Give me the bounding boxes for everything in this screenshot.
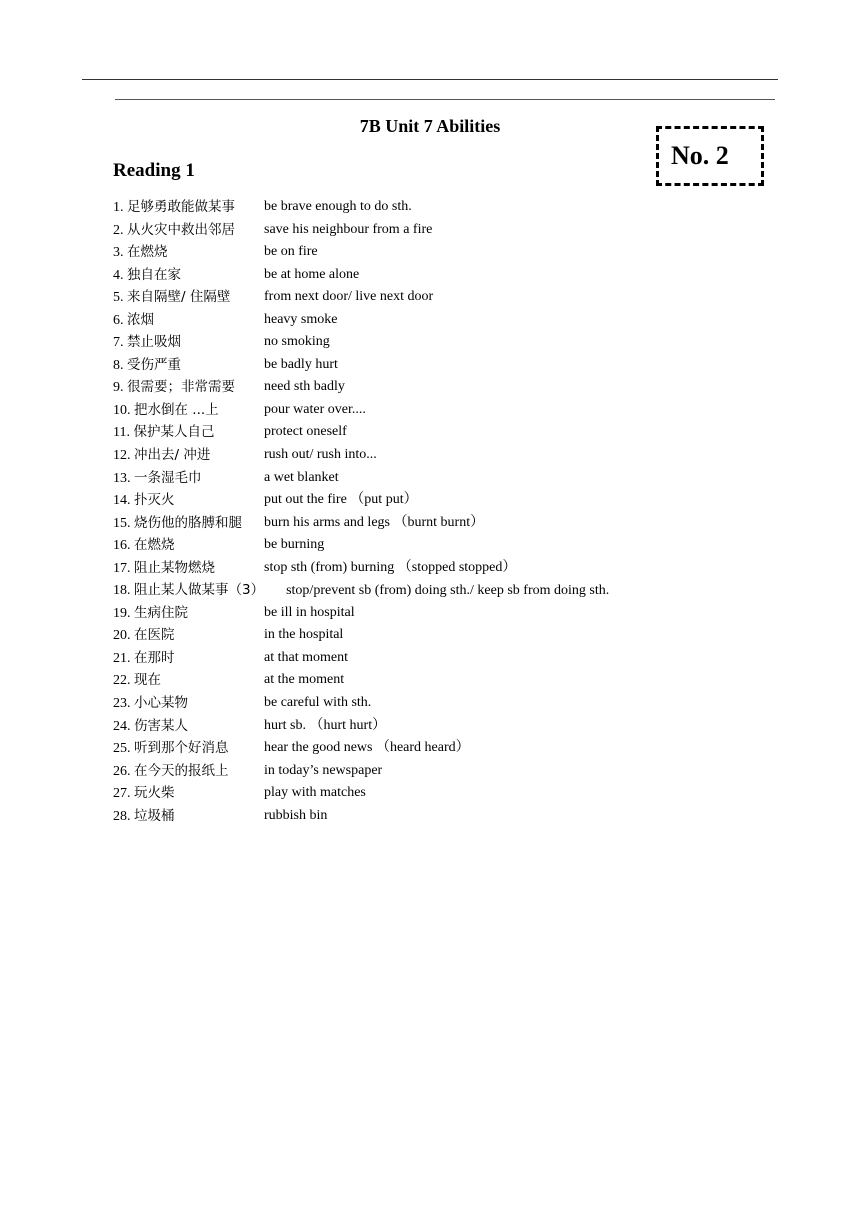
list-item: [113, 376, 793, 399]
item-chinese: 扑灭火: [134, 492, 175, 509]
item-chinese: 一条湿毛巾: [134, 469, 202, 486]
item-chinese: 玩火柴: [134, 785, 175, 802]
item-english: be badly hurt: [264, 356, 338, 372]
list-item: [113, 557, 793, 580]
item-english: be careful with sth.: [264, 695, 372, 711]
item-english: at the moment: [264, 672, 345, 688]
list-item: [113, 331, 793, 354]
list-item: [113, 421, 793, 444]
item-chinese: 在那时: [134, 649, 175, 666]
header-rule: [82, 79, 778, 80]
item-number: 28.: [113, 808, 131, 824]
item-chinese: 冲出去/ 冲进: [134, 447, 211, 464]
item-chinese: 伤害某人: [134, 717, 188, 734]
list-item: [113, 264, 793, 287]
item-chinese: 听到那个好消息: [134, 740, 229, 757]
list-item: [113, 602, 793, 625]
item-number: 14.: [113, 493, 131, 509]
item-chinese: 受伤严重: [127, 356, 181, 373]
item-number: 2.: [113, 222, 124, 238]
item-english: put out the fire （put put）: [264, 492, 418, 508]
item-chinese: 来自隔壁/ 住隔壁: [127, 289, 231, 306]
item-chinese: 从火灾中救出邻居: [127, 221, 235, 238]
item-number: 18.: [113, 583, 131, 599]
list-item: [113, 467, 793, 490]
item-number: 23.: [113, 696, 131, 712]
item-english: no smoking: [264, 334, 330, 350]
item-number: 11.: [113, 425, 130, 441]
item-english: protect oneself: [264, 424, 347, 440]
header-underline: [115, 99, 775, 100]
item-english: heavy smoke: [264, 311, 338, 327]
list-item: [113, 647, 793, 670]
item-number: 24.: [113, 718, 131, 734]
item-number: 5.: [113, 290, 124, 306]
item-number: 25.: [113, 741, 131, 757]
list-item: [113, 512, 793, 535]
list-item: [113, 669, 793, 692]
item-number: 12.: [113, 448, 131, 464]
item-english: in today’s newspaper: [264, 762, 383, 778]
item-chinese: 足够勇敢能做某事: [127, 199, 235, 215]
list-item: [113, 489, 793, 512]
item-english: hurt sb. （hurt hurt）: [264, 717, 387, 733]
item-number: 21.: [113, 650, 131, 666]
item-english: hear the good news （heard heard）: [264, 740, 470, 756]
item-english: save his neighbour from a fire: [264, 221, 433, 237]
item-number: 27.: [113, 786, 131, 802]
list-item: [113, 579, 793, 602]
list-item: [113, 219, 793, 242]
section-heading: Reading 1: [113, 160, 195, 181]
item-english: rush out/ rush into...: [264, 447, 377, 463]
item-chinese: 生病住院: [134, 604, 188, 621]
item-chinese: 独自在家: [127, 266, 181, 283]
list-item: [113, 309, 793, 332]
item-number: 10.: [113, 402, 131, 418]
list-item: [113, 782, 793, 805]
list-item: [113, 399, 793, 422]
item-english: be on fire: [264, 244, 318, 260]
vocabulary-list: [113, 196, 793, 827]
item-chinese: 小心某物: [134, 695, 188, 712]
item-chinese: 在燃烧: [127, 244, 168, 261]
list-item: [113, 444, 793, 467]
item-english: pour water over....: [264, 401, 366, 417]
item-number: 20.: [113, 628, 131, 644]
item-chinese: 现在: [134, 672, 161, 689]
item-chinese: 禁止吸烟: [127, 334, 181, 351]
item-number: 17.: [113, 560, 131, 576]
list-item: [113, 624, 793, 647]
item-english: a wet blanket: [264, 469, 339, 485]
item-chinese: 垃圾桶: [134, 807, 175, 824]
item-chinese: 阻止某人做某事（3）: [134, 582, 265, 599]
item-number: 4.: [113, 267, 124, 283]
item-chinese: 在燃烧: [134, 537, 175, 554]
item-chinese: 在今天的报纸上: [134, 762, 229, 779]
item-english: be at home alone: [264, 266, 360, 282]
item-english: be brave enough to do sth.: [264, 199, 412, 214]
item-number: 16.: [113, 538, 131, 554]
item-number: 8.: [113, 357, 124, 373]
item-number: 26.: [113, 763, 131, 779]
item-number: 15.: [113, 515, 131, 531]
list-item: [113, 196, 793, 219]
number-badge: No. 2: [656, 126, 764, 186]
item-number: 1.: [113, 200, 124, 215]
item-number: 3.: [113, 245, 124, 261]
item-chinese: 浓烟: [127, 311, 154, 328]
list-item: [113, 534, 793, 557]
list-item: [113, 805, 793, 828]
item-english: play with matches: [264, 785, 366, 801]
item-chinese: 烧伤他的胳膊和腿: [134, 514, 242, 531]
item-number: 9.: [113, 380, 124, 396]
list-item: [113, 241, 793, 264]
item-english: be burning: [264, 537, 325, 553]
item-chinese: 保护某人自己: [133, 424, 215, 441]
item-english: burn his arms and legs （burnt burnt）: [264, 514, 485, 530]
list-item: [113, 286, 793, 309]
list-item: [113, 354, 793, 377]
item-chinese: 阻止某物燃烧: [134, 559, 215, 576]
item-english: from next door/ live next door: [264, 289, 434, 305]
list-item: [113, 715, 793, 738]
item-english: stop sth (from) burning （stopped stopped）: [264, 559, 517, 575]
item-number: 22.: [113, 673, 131, 689]
item-number: 13.: [113, 470, 131, 486]
page-title: 7B Unit 7 Abilities: [359, 116, 501, 136]
item-english: at that moment: [264, 649, 348, 665]
item-chinese: 很需要；非常需要: [127, 379, 235, 396]
item-english: rubbish bin: [264, 807, 328, 823]
item-english: need sth badly: [264, 379, 345, 395]
item-english: be ill in hospital: [264, 604, 355, 620]
item-english: stop/prevent sb (from) doing sth./ keep sb from doing sth.: [286, 583, 610, 599]
item-number: 7.: [113, 335, 124, 351]
item-number: 6.: [113, 312, 124, 328]
list-item: [113, 760, 793, 783]
item-chinese: 把水倒在 ...上: [134, 401, 219, 418]
list-item: [113, 692, 793, 715]
item-chinese: 在医院: [134, 627, 175, 644]
list-item: [113, 737, 793, 760]
item-number: 19.: [113, 605, 131, 621]
item-english: in the hospital: [264, 627, 344, 643]
